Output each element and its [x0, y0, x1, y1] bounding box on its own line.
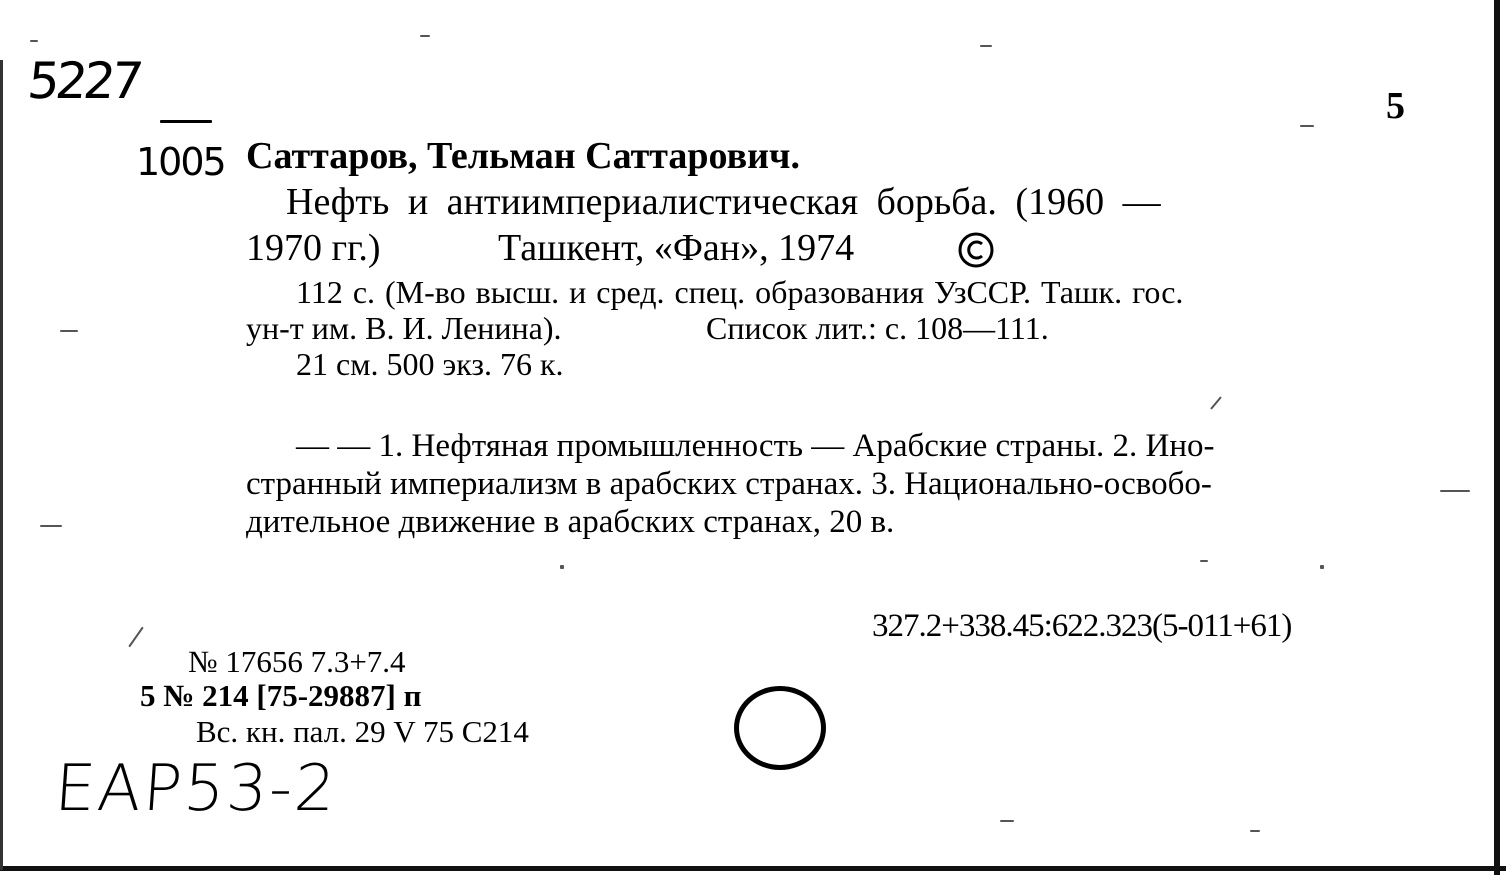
print-speck	[30, 40, 38, 42]
print-speck	[1000, 820, 1014, 822]
classification-index: 327.2+338.45:622.323(5-011+61)	[872, 608, 1292, 644]
print-speck	[40, 525, 62, 527]
punch-hole-icon	[734, 686, 826, 770]
description-line-1: 112 с. (М-во высш. и сред. спец. образования УзССР. Ташк. гос.	[296, 274, 1184, 310]
print-speck	[1440, 490, 1470, 492]
subjects-line-2: странный империализм в арабских странах. 3. Национально-освобо-	[246, 466, 1212, 502]
description-line-2-bibliography: Список лит.: с. 108—111.	[706, 310, 1049, 346]
card-border-bottom	[0, 866, 1506, 871]
card-number: 5	[1386, 85, 1405, 127]
author-heading: Саттаров, Тельман Саттарович.	[246, 135, 800, 177]
card-border-right	[1494, 0, 1500, 875]
title-line-1: Нефть и антиимпериалистическая борьба. (1960 —	[286, 181, 1161, 223]
footer-line-3: Вс. кн. пал. 29 V 75 С214	[196, 714, 529, 749]
print-speck	[560, 565, 564, 569]
handwritten-top-number: 5227	[24, 52, 143, 110]
description-line-3: 21 см. 500 экз. 76 к.	[296, 346, 564, 382]
print-speck	[1250, 830, 1260, 832]
print-speck	[420, 35, 430, 37]
subjects-line-1: — — 1. Нефтяная промышленность — Арабские страны. 2. Ино-	[296, 428, 1215, 464]
subjects-line-3: дительное движение в арабских странах, 20 в.	[246, 504, 895, 540]
underline-mark	[160, 120, 212, 123]
print-speck	[1320, 565, 1324, 569]
print-speck	[60, 330, 78, 332]
title-line-2: 1970 гг.)	[246, 227, 381, 269]
print-speck	[980, 45, 992, 47]
description-line-2-series: ун-т им. В. И. Ленина).	[246, 310, 562, 346]
copyright-icon	[957, 231, 995, 269]
print-speck	[128, 627, 143, 648]
handwritten-bottom-code: EAP53-2	[52, 752, 340, 826]
footer-line-2: 5 № 214 [75-29887] п	[140, 678, 422, 713]
print-speck	[1210, 396, 1222, 410]
print-speck	[1200, 560, 1208, 562]
handwritten-index-number: 1005	[136, 140, 225, 184]
footer-line-1: № 17656 7.3+7.4	[188, 644, 406, 679]
card-border-left	[0, 60, 3, 870]
imprint: Ташкент, «Фан», 1974	[498, 227, 855, 269]
print-speck	[1300, 125, 1314, 127]
